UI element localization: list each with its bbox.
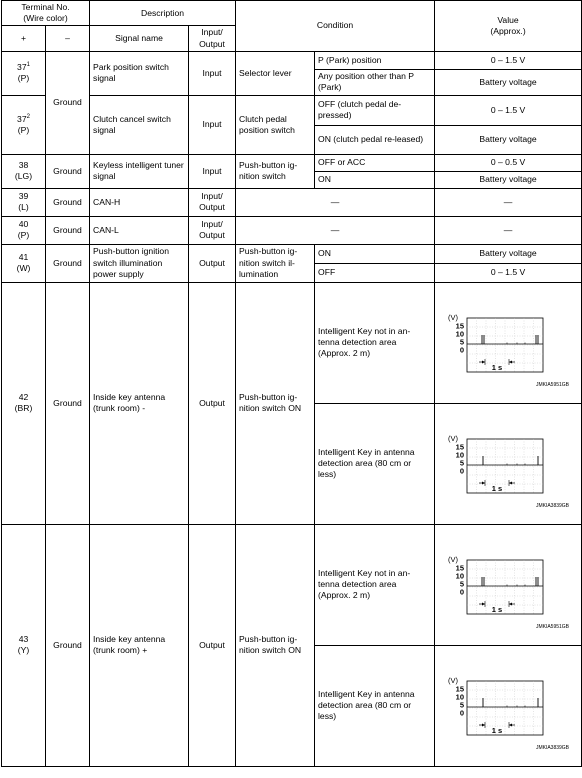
value-cell: 0 – 1.5 V xyxy=(435,263,582,282)
terminal-no-header: Terminal No. (Wire color) xyxy=(2,1,90,26)
terminal-cell: $37^2$ (P) xyxy=(2,95,46,154)
waveform-chart xyxy=(435,419,581,509)
waveform-cell xyxy=(435,403,582,524)
terminal-cell: $37^1$ (P) xyxy=(2,51,46,95)
figure-reference: JMKIA3839GB xyxy=(535,503,570,510)
time-label: 1 s xyxy=(491,362,503,372)
sub-condition-cell: ON xyxy=(315,244,435,263)
tick-label: 10 xyxy=(455,692,465,702)
io-cell: Output xyxy=(189,524,236,766)
value-cell: 0 – 1.5 V xyxy=(435,95,582,125)
terminal-cell: 39 (L) xyxy=(2,188,46,216)
sub-condition-cell: OFF xyxy=(315,263,435,282)
sub-condition-cell: ON xyxy=(315,171,435,188)
waveform-chart xyxy=(435,661,581,751)
io-cell: Output xyxy=(189,244,236,282)
io-cell: Input/ Output xyxy=(189,188,236,216)
io-cell: Output xyxy=(189,282,236,524)
ground-cell: Ground xyxy=(46,244,90,282)
signal-name-cell: Keyless intelligent tuner signal xyxy=(90,154,189,188)
waveform-cell xyxy=(435,645,582,766)
waveform-cell xyxy=(435,524,582,645)
plus-header: + xyxy=(2,26,46,51)
sub-condition-cell: P (Park) position xyxy=(315,51,435,69)
ground-cell: Ground xyxy=(46,188,90,216)
tick-label: 5 xyxy=(459,700,465,710)
tick-label: 15 xyxy=(455,563,465,573)
tick-label: 0 xyxy=(459,587,465,597)
condition-cell: Push-button ig-nition switch ON xyxy=(236,524,315,766)
sub-condition-cell: Intelligent Key not in an-tenna detection area (Approx. 2 m) xyxy=(315,524,435,645)
signal-name-cell: Clutch cancel switch signal xyxy=(90,95,189,154)
unit-label: (V) xyxy=(448,554,459,564)
io-cell: Input xyxy=(189,95,236,154)
sub-condition-cell: Intelligent Key not in an-tenna detection area (Approx. 2 m) xyxy=(315,282,435,403)
ground-cell: Ground xyxy=(46,216,90,244)
tick-label: 10 xyxy=(455,329,465,339)
value-header: Value (Approx.) xyxy=(435,1,582,52)
sub-condition-cell: Intelligent Key in antenna detection area (80 cm or less) xyxy=(315,645,435,766)
figure-reference: JMKIA3839GB xyxy=(535,745,570,752)
ground-cell: Ground xyxy=(46,524,90,766)
condition-header: Condition xyxy=(236,1,435,52)
ground-cell: Ground xyxy=(46,282,90,524)
io-cell: Input xyxy=(189,154,236,188)
sub-condition-cell: Any position other than P (Park) xyxy=(315,69,435,95)
condition-cell: Push-button ig-nition switch xyxy=(236,154,315,188)
tick-label: 10 xyxy=(455,450,465,460)
minus-header: – xyxy=(46,26,90,51)
terminal-cell: 42 (BR) xyxy=(2,282,46,524)
value-cell: Battery voltage xyxy=(435,171,582,188)
condition-cell: Selector lever xyxy=(236,51,315,95)
condition-cell: — xyxy=(236,188,435,216)
terminal-cell: 38 (LG) xyxy=(2,154,46,188)
waveform-chart xyxy=(435,540,581,630)
value-cell: — xyxy=(435,188,582,216)
time-label: 1 s xyxy=(491,483,503,493)
unit-label: (V) xyxy=(448,433,459,443)
condition-cell: Push-button ig-nition switch ON xyxy=(236,282,315,524)
signal-name-cell: Park position switch signal xyxy=(90,51,189,95)
tick-label: 15 xyxy=(455,442,465,452)
signal-name-cell: Inside key antenna (trunk room) + xyxy=(90,524,189,766)
tick-label: 5 xyxy=(459,579,465,589)
time-label: 1 s xyxy=(491,725,503,735)
condition-cell: Clutch pedal position switch xyxy=(236,95,315,154)
waveform-cell xyxy=(435,282,582,403)
condition-cell: Push-button ig-nition switch il-lumination xyxy=(236,244,315,282)
signal-name-header: Signal name xyxy=(90,26,189,51)
terminal-spec-table xyxy=(1,0,582,767)
tick-label: 0 xyxy=(459,708,465,718)
value-cell: Battery voltage xyxy=(435,244,582,263)
signal-name-cell: Push-button ignition switch illumination power supply xyxy=(90,244,189,282)
value-cell: Battery voltage xyxy=(435,125,582,154)
unit-label: (V) xyxy=(448,312,459,322)
terminal-cell: 40 (P) xyxy=(2,216,46,244)
tick-label: 0 xyxy=(459,466,465,476)
value-cell: 0 – 1.5 V xyxy=(435,51,582,69)
sub-condition-cell: Intelligent Key in antenna detection area (80 cm or less) xyxy=(315,403,435,524)
tick-label: 10 xyxy=(455,571,465,581)
ground-cell: Ground xyxy=(46,154,90,188)
time-label: 1 s xyxy=(491,604,503,614)
io-cell: Input xyxy=(189,51,236,95)
signal-name-cell: CAN-L xyxy=(90,216,189,244)
tick-label: 5 xyxy=(459,337,465,347)
waveform-chart xyxy=(435,298,581,388)
value-cell: 0 – 0.5 V xyxy=(435,154,582,171)
value-cell: Battery voltage xyxy=(435,69,582,95)
signal-name-cell: CAN-H xyxy=(90,188,189,216)
figure-reference: JMKIA5951GB xyxy=(535,624,570,631)
sub-condition-cell: ON (clutch pedal re-leased) xyxy=(315,125,435,154)
signal-name-cell: Inside key antenna (trunk room) - xyxy=(90,282,189,524)
sub-condition-cell: OFF or ACC xyxy=(315,154,435,171)
tick-label: 15 xyxy=(455,684,465,694)
tick-label: 5 xyxy=(459,458,465,468)
terminal-cell: 41 (W) xyxy=(2,244,46,282)
io-cell: Input/ Output xyxy=(189,216,236,244)
condition-cell: — xyxy=(236,216,435,244)
ground-cell: Ground xyxy=(46,51,90,154)
sub-condition-cell: OFF (clutch pedal de-pressed) xyxy=(315,95,435,125)
tick-label: 0 xyxy=(459,345,465,355)
tick-label: 15 xyxy=(455,321,465,331)
description-header: Description xyxy=(90,1,236,26)
figure-reference: JMKIA5951GB xyxy=(535,382,570,389)
terminal-cell: 43 (Y) xyxy=(2,524,46,766)
value-cell: — xyxy=(435,216,582,244)
input-output-header: Input/ Output xyxy=(189,26,236,51)
unit-label: (V) xyxy=(448,675,459,685)
